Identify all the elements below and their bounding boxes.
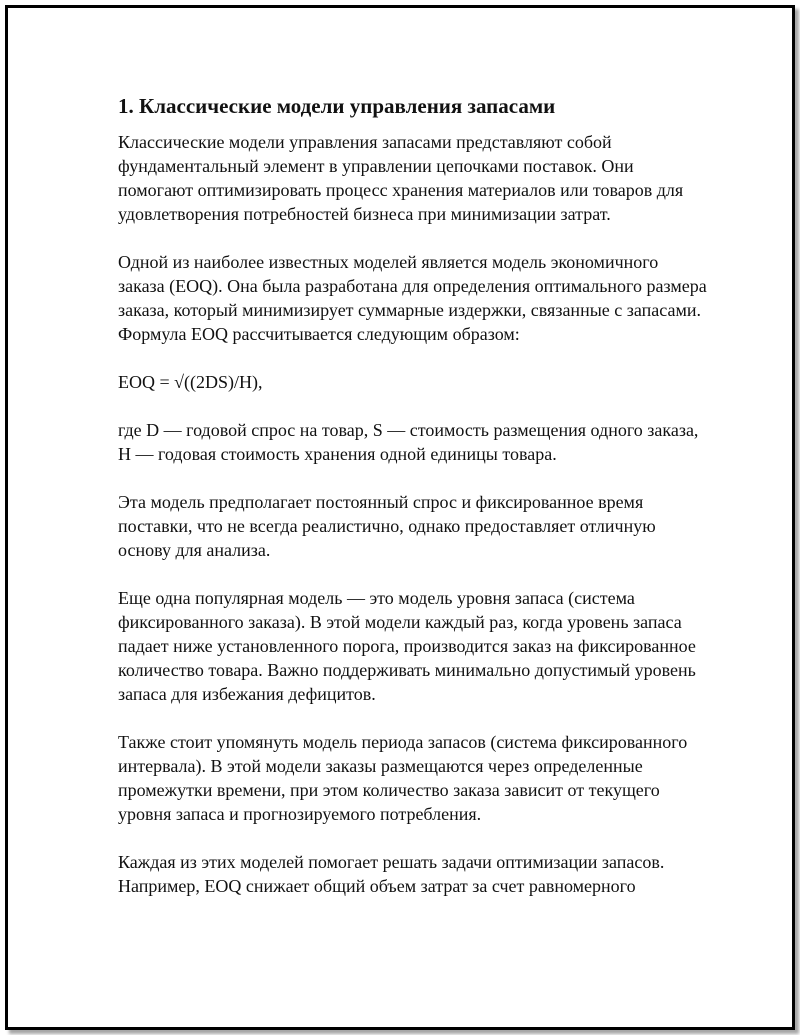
paragraph-reorder-level: Еще одна популярная модель — это модель уровня запаса (система фиксированного заказа). В этой модели каждый раз, когда уровень запаса падает ниже установленного порога, производится заказ на фиксированное количество товара. Важно поддерживать минимально допустимый уровень запаса для избежания дефицитов. — [118, 588, 696, 704]
paragraph-eoq: Одной из наиболее известных моделей является модель экономичного заказа (EOQ). Она была разработана для определения оптимального размера заказа, который минимизирует суммарные издержки, связанные с запасами. Формула EOQ рассчитывается следующим образом: — [118, 252, 707, 344]
paragraph-intro: Классические модели управления запасами представляют собой фундаментальный элемент в управлении цепочками поставок. Они помогают оптимизировать процесс хранения материалов или товаров для удовлетворения потребностей бизнеса при минимизации затрат. — [118, 132, 684, 224]
paragraph-assumptions: Эта модель предполагает постоянный спрос и фиксированное время поставки, что не всегда реалистично, однако предоставляет отличную основу для анализа. — [118, 492, 656, 560]
paragraph-formula-legend: где D — годовой спрос на товар, S — стоимость размещения одного заказа, H — годовая стоимость хранения одной единицы товара. — [118, 420, 699, 464]
paragraph-fixed-interval: Также стоит упомянуть модель периода запасов (система фиксированного интервала). В этой модели заказы размещаются через определенные промежутки времени, при этом количество заказа зависит от текущего уровня запаса и прогнозируемого потребления. — [118, 732, 688, 824]
section-heading: 1. Классические модели управления запасами — [118, 94, 556, 118]
document-body — [118, 92, 708, 922]
paragraph-conclusion: Каждая из этих моделей помогает решать задачи оптимизации запасов. Например, EOQ снижает общий объем затрат за счет равномерного — [118, 852, 665, 896]
paragraph-formula: EOQ = √((2DS)/H), — [118, 372, 263, 392]
